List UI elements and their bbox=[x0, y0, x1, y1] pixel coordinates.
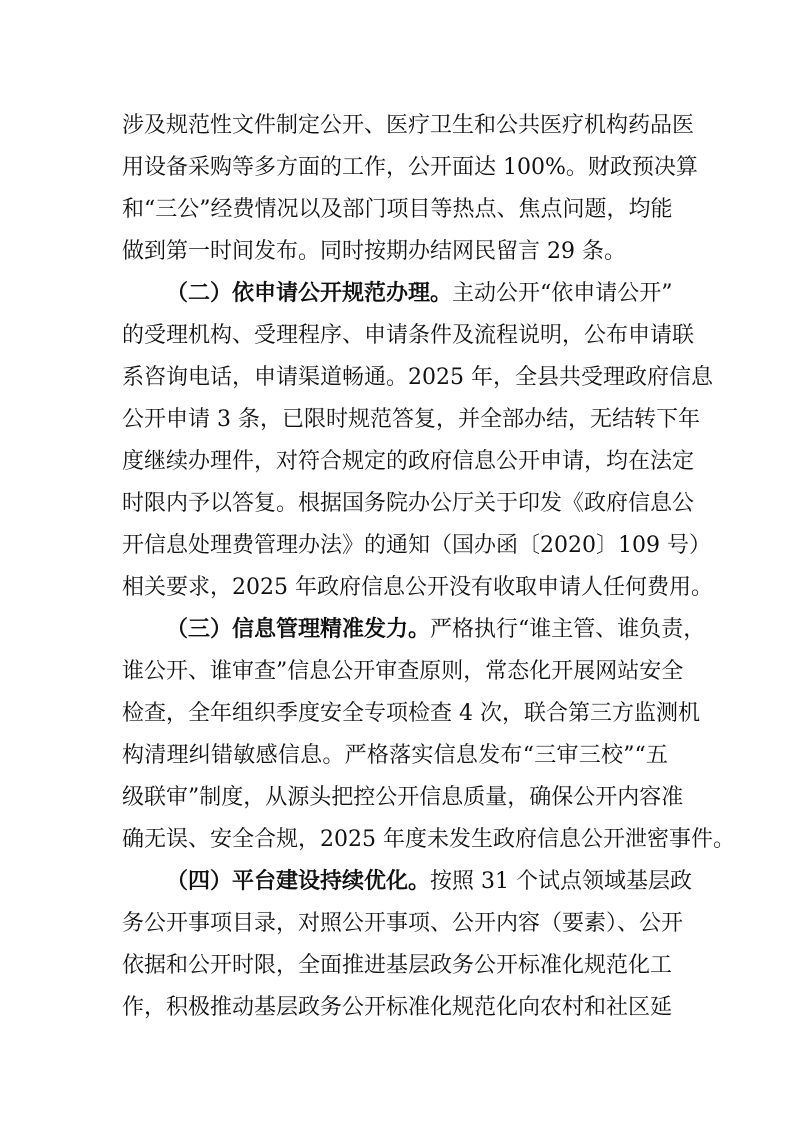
text-span: 主动公开“依申请公开” bbox=[452, 281, 673, 306]
paragraph-first-line bbox=[166, 274, 673, 314]
text-line: 系咨询电话，申请渠道畅通。2025 年，全县共受理政府信息 bbox=[122, 365, 713, 390]
text-line: 度继续办理件，对符合规定的政府信息公开申请，均在法定 bbox=[122, 449, 695, 474]
text-line: 的受理机构、受理程序、申请条件及流程说明，公布申请联 bbox=[122, 323, 695, 348]
text-span: 按照 31 个试点领域基层政 bbox=[430, 869, 692, 894]
text-line: 时限内予以答复。根据国务院办公厅关于印发《政府信息公 bbox=[122, 491, 695, 516]
text-line: 开信息处理费管理办法》的通知（国办函〔2020〕109 号） bbox=[122, 533, 711, 558]
text-line: 依据和公开时限，全面推进基层政务公开标准化规范化工 bbox=[122, 953, 673, 978]
section-heading: （三）信息管理精准发力。 bbox=[166, 617, 431, 642]
text-span: 严格执行“谁主管、谁负责， bbox=[430, 617, 706, 642]
text-line: 涉及规范性文件制定公开、医疗卫生和公共医疗机构药品医 bbox=[122, 113, 695, 138]
text-line: 确无误、安全合规，2025 年度未发生政府信息公开泄密事件。 bbox=[122, 827, 735, 852]
text-line: 作，积极推动基层政务公开标准化规范化向农村和社区延 bbox=[122, 995, 673, 1020]
text-line: 级联审”制度，从源头把控公开信息质量，确保公开内容准 bbox=[122, 785, 684, 810]
text-line: 构清理纠错敏感信息。严格落实信息发布“三审三校”“五 bbox=[122, 743, 668, 768]
text-line: 用设备采购等多方面的工作，公开面达 100%。财政预决算 bbox=[122, 155, 698, 180]
paragraph-first-line bbox=[166, 862, 692, 902]
section-heading: （二）依申请公开规范办理。 bbox=[166, 281, 453, 306]
text-line: 公开申请 3 条，已限时规范答复，并全部办结，无结转下年 bbox=[122, 407, 700, 432]
text-line: 相关要求，2025 年政府信息公开没有收取申请人任何费用。 bbox=[122, 575, 713, 600]
section-heading: （四）平台建设持续优化。 bbox=[166, 869, 431, 894]
text-line: 检查，全年组织季度安全专项检查 4 次，联合第三方监测机 bbox=[122, 701, 700, 726]
text-line: 谁公开、谁审查”信息公开审查原则，常态化开展网站安全 bbox=[122, 659, 684, 684]
text-line: 务公开事项目录，对照公开事项、公开内容（要素）、公开 bbox=[122, 911, 684, 936]
paragraph-first-line bbox=[166, 610, 706, 650]
text-line: 做到第一时间发布。同时按期办结网民留言 29 条。 bbox=[122, 239, 626, 264]
text-line: 和“三公”经费情况以及部门项目等热点、焦点问题，均能 bbox=[122, 197, 673, 222]
